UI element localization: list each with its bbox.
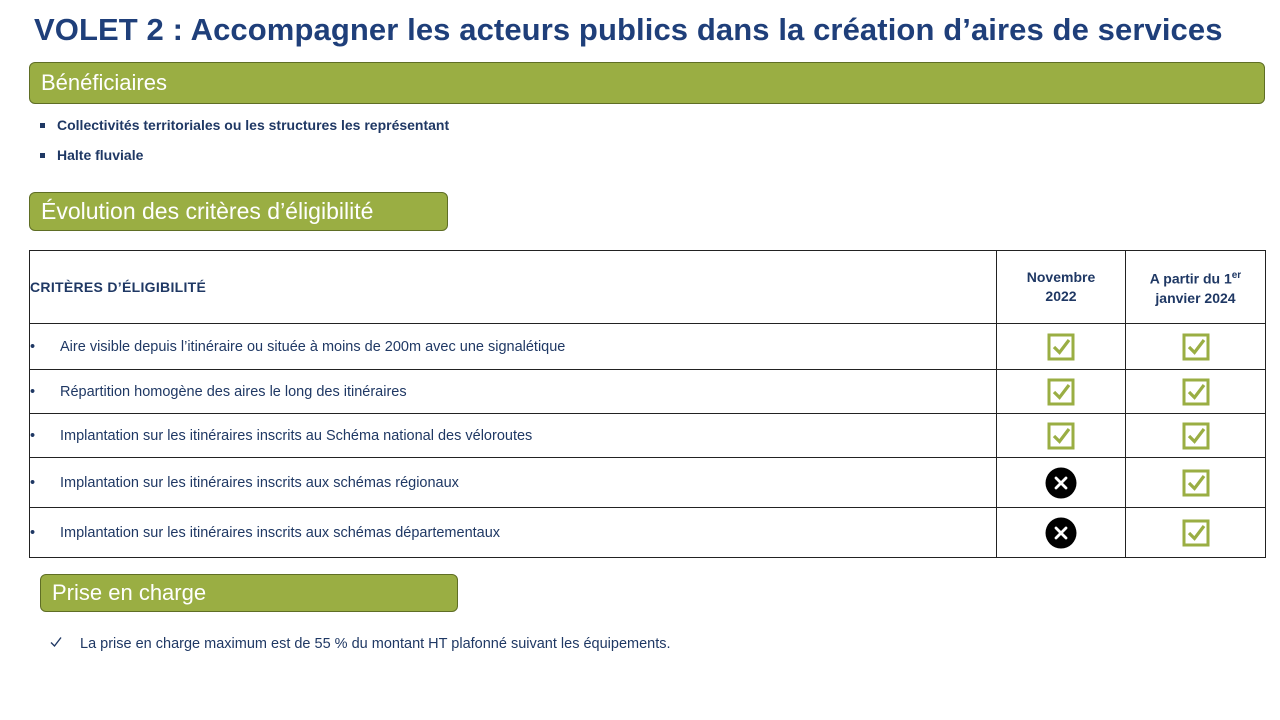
section-header-label: Évolution des critères d’éligibilité	[41, 198, 374, 224]
checkbox-checked-icon	[1182, 524, 1210, 541]
criterion-label: Implantation sur les itinéraires inscrits au Schéma national des véloroutes	[60, 427, 533, 444]
checkbox-checked-icon	[1182, 383, 1210, 400]
criterion-label: Implantation sur les itinéraires inscrits aux schémas départementaux	[60, 524, 501, 541]
column-header-line: Novembre	[1026, 269, 1096, 285]
section-header-criteres	[29, 192, 448, 231]
criterion-label: Répartition homogène des aires le long des itinéraires	[60, 383, 407, 400]
checkbox-checked-icon	[1047, 427, 1075, 444]
table-row	[30, 458, 1266, 508]
checkbox-checked-icon	[1182, 427, 1210, 444]
criterion-cell	[30, 324, 997, 370]
table-row	[30, 414, 1266, 458]
square-bullet-icon	[40, 123, 45, 128]
section-header-label: Prise en charge	[52, 580, 207, 605]
bullet-icon: •	[30, 338, 36, 355]
bullet-icon: •	[30, 427, 36, 444]
list-item-label: Collectivités territoriales ou les structures les représentant	[57, 117, 450, 133]
status-cell-nov2022	[997, 508, 1126, 558]
column-header-line: A partir du 1	[1149, 270, 1232, 287]
checkbox-checked-icon	[1047, 383, 1075, 400]
column-header-jan2024	[1126, 251, 1266, 324]
criterion-cell	[30, 508, 997, 558]
prise-text-line	[50, 636, 671, 652]
status-cell-jan2024	[1126, 414, 1266, 458]
column-header-nov2022	[997, 251, 1126, 324]
page-title: VOLET 2 : Accompagner les acteurs publics dans la création d’aires de services	[34, 12, 1223, 47]
beneficiaires-list	[40, 117, 449, 177]
prise-text: La prise en charge maximum est de 55 % du montant HT plafonné suivant les équipements.	[80, 636, 671, 652]
criterion-label: Implantation sur les itinéraires inscrits aux schémas régionaux	[60, 474, 459, 491]
status-cell-nov2022	[997, 414, 1126, 458]
superscript: er	[1231, 270, 1242, 282]
table-row	[30, 508, 1266, 558]
column-header-criteres: CRITÈRES D’ÉLIGIBILITÉ	[30, 251, 997, 324]
section-header-label: Bénéficiaires	[41, 70, 167, 95]
bullet-icon: •	[30, 383, 36, 400]
status-cell-jan2024	[1126, 508, 1266, 558]
table-row	[30, 370, 1266, 414]
status-cell-jan2024	[1126, 324, 1266, 370]
column-header-line: 2022	[1045, 288, 1077, 304]
x-circle-icon	[1045, 474, 1077, 491]
criterion-cell	[30, 414, 997, 458]
status-cell-nov2022	[997, 370, 1126, 414]
section-header-beneficiaires	[29, 62, 1265, 104]
status-cell-jan2024	[1126, 458, 1266, 508]
checkmark-icon	[50, 636, 80, 652]
criterion-label: Aire visible depuis l’itinéraire ou située à moins de 200m avec une signalétique	[60, 338, 566, 355]
status-cell-nov2022	[997, 324, 1126, 370]
column-header-line: janvier 2024	[1155, 289, 1236, 306]
checkbox-checked-icon	[1047, 338, 1075, 355]
list-item	[40, 117, 449, 147]
criterion-cell	[30, 370, 997, 414]
criterion-cell	[30, 458, 997, 508]
x-circle-icon	[1045, 524, 1077, 541]
status-cell-nov2022	[997, 458, 1126, 508]
checkbox-checked-icon	[1182, 474, 1210, 491]
list-item	[40, 147, 449, 177]
bullet-icon: •	[30, 474, 36, 491]
table-row	[30, 324, 1266, 370]
checkbox-checked-icon	[1182, 338, 1210, 355]
square-bullet-icon	[40, 153, 45, 158]
bullet-icon: •	[30, 524, 36, 541]
status-cell-jan2024	[1126, 370, 1266, 414]
criteria-table	[29, 250, 1266, 558]
table-header-row	[30, 251, 1266, 324]
list-item-label: Halte fluviale	[57, 147, 144, 163]
section-header-prise	[40, 574, 458, 612]
